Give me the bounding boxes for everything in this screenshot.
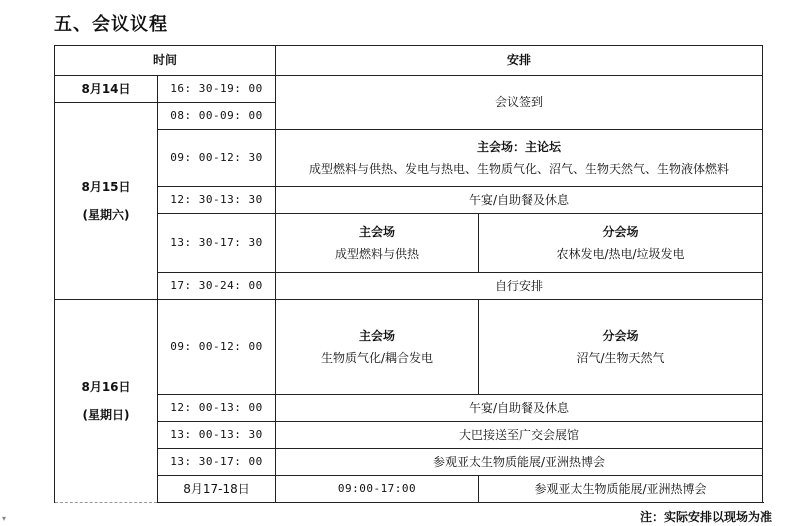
time-slot: 17: 30-24: 00 — [158, 273, 276, 300]
table-row — [55, 422, 763, 449]
free-time-cell: 自行安排 — [276, 273, 763, 300]
time-slot: 13: 30-17: 30 — [158, 214, 276, 273]
sub-venue-cell — [479, 214, 763, 273]
main-venue-label: 主会场 — [359, 329, 396, 343]
bus-cell: 大巴接送至广交会展馆 — [276, 422, 763, 449]
header-arrangement: 安排 — [276, 46, 763, 76]
sub-venue-topic: 农林发电/热电/垃圾发电 — [556, 247, 685, 261]
time-slot: 08: 00-09: 00 — [158, 103, 276, 130]
main-venue-cell — [276, 300, 479, 395]
time-slot: 12: 00-13: 00 — [158, 395, 276, 422]
sub-venue-cell — [479, 300, 763, 395]
sub-venue-label: 分会场 — [602, 225, 639, 239]
checkin-cell: 会议签到 — [276, 76, 763, 130]
time-slot: 13: 00-13: 30 — [158, 422, 276, 449]
main-venue-topic: 生物质气化/耦合发电 — [320, 351, 434, 365]
time-slot: 09: 00-12: 00 — [158, 300, 276, 395]
table-row — [55, 300, 763, 395]
date-aug15: 8月15日 — [81, 179, 131, 194]
date-aug17-18: 8月17-18日 — [158, 476, 276, 503]
table-row — [55, 76, 763, 103]
table-row — [55, 273, 763, 300]
header-time: 时间 — [55, 46, 276, 76]
main-forum-title: 主会场：主论坛 — [477, 140, 562, 154]
visit-cell: 参观亚太生物质能展/亚洲热博会 — [479, 476, 763, 503]
date-aug15-cell — [55, 103, 158, 300]
main-venue-label: 主会场 — [359, 225, 396, 239]
table-row — [55, 449, 763, 476]
table-row — [55, 130, 763, 187]
time-slot: 09:00-17:00 — [276, 476, 479, 503]
date-aug16: 8月16日 — [81, 379, 131, 394]
corner-mark-icon: ▾ — [2, 514, 7, 523]
time-slot: 16: 30-19: 00 — [158, 76, 276, 103]
time-slot: 12: 30-13: 30 — [158, 187, 276, 214]
time-slot: 09: 00-12: 30 — [158, 130, 276, 187]
sub-venue-topic: 沼气/生物天然气 — [576, 351, 665, 365]
visit-cell: 参观亚太生物质能展/亚洲热博会 — [276, 449, 763, 476]
table-row — [55, 395, 763, 422]
main-venue-topic: 成型燃料与供热 — [335, 247, 420, 261]
weekday-aug16: (星期日) — [82, 408, 130, 422]
weekday-aug15: (星期六) — [82, 208, 130, 222]
time-slot: 13: 30-17: 00 — [158, 449, 276, 476]
agenda-table — [54, 45, 763, 503]
date-aug16-cell — [55, 300, 158, 503]
table-row — [55, 187, 763, 214]
table-row — [55, 214, 763, 273]
main-forum-cell — [276, 130, 763, 187]
lunch-cell: 午宴/自助餐及休息 — [276, 187, 763, 214]
footnote: 注：实际安排以现场为准 — [639, 510, 772, 524]
main-forum-topics: 成型燃料与供热、发电与热电、生物质气化、沼气、生物天然气、生物液体燃料 — [309, 162, 730, 176]
header-row — [55, 46, 763, 76]
sub-venue-label: 分会场 — [602, 329, 639, 343]
table-row — [55, 476, 763, 503]
date-aug14: 8月14日 — [55, 76, 158, 103]
lunch-cell: 午宴/自助餐及休息 — [276, 395, 763, 422]
main-venue-cell — [276, 214, 479, 273]
section-title: 五、会议议程 — [54, 14, 168, 35]
